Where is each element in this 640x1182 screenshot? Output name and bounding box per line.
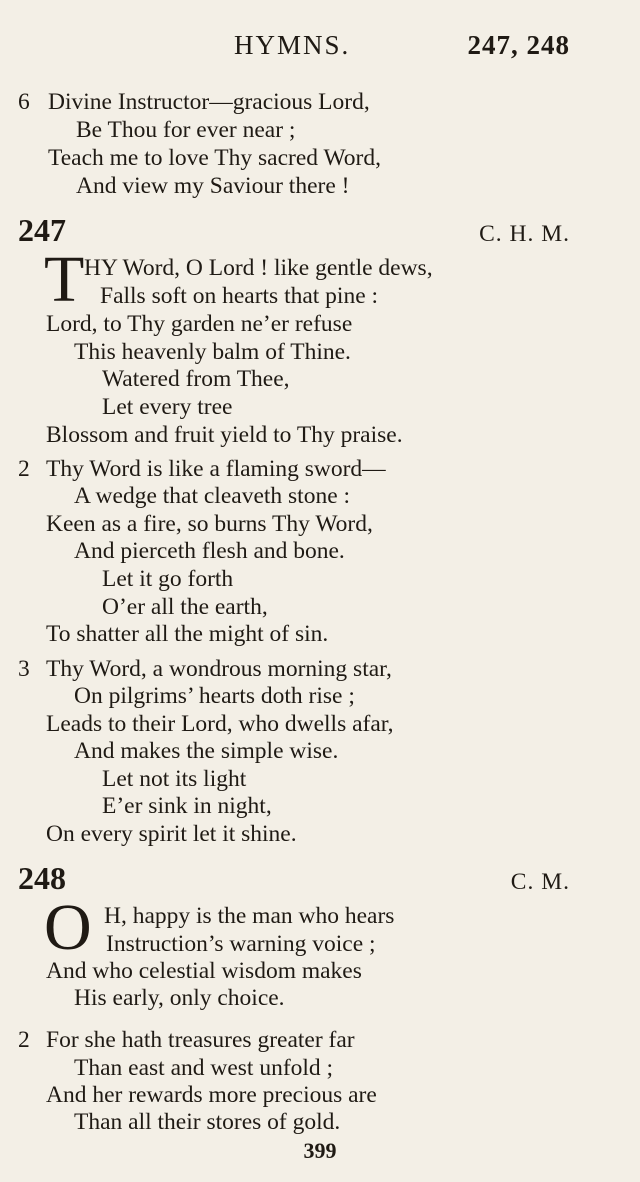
verse-line: Falls soft on hearts that pine : xyxy=(100,283,379,309)
verse-line: Thy Word is like a flaming sword— xyxy=(46,456,386,482)
verse-line: This heavenly balm of Thine. xyxy=(74,339,351,365)
verse-line: Let every tree xyxy=(102,394,233,420)
drop-cap: T xyxy=(44,243,85,316)
verse-line: Leads to their Lord, who dwells afar, xyxy=(46,711,394,737)
verse-line: Than all their stores of gold. xyxy=(74,1109,341,1135)
verse-line: HY Word, O Lord ! like gentle dews, xyxy=(84,255,433,281)
hymn-number: 248 xyxy=(18,860,66,896)
verse-line: And who celestial wisdom makes xyxy=(46,958,362,984)
running-head xyxy=(0,30,640,64)
running-head-hymn-numbers: 247, 248 xyxy=(467,30,570,60)
verse-line: And her rewards more precious are xyxy=(46,1082,377,1108)
verse-line: Than east and west unfold ; xyxy=(74,1055,334,1081)
verse-line: H, happy is the man who hears xyxy=(104,903,395,929)
verse-line: For she hath treasures greater far xyxy=(46,1027,355,1053)
verse-number: 3 xyxy=(18,656,30,682)
verse-line: And pierceth flesh and bone. xyxy=(74,538,345,564)
verse-line: And makes the simple wise. xyxy=(74,738,339,764)
verse-line: Teach me to love Thy sacred Word, xyxy=(48,145,381,171)
verse-line: Let not its light xyxy=(102,766,247,792)
hymn-meter: C. M. xyxy=(510,869,570,895)
verse-line: And view my Saviour there ! xyxy=(76,173,350,199)
verse-line: Let it go forth xyxy=(102,566,234,592)
verse-number: 2 xyxy=(18,1027,30,1053)
verse-line: On every spirit let it shine. xyxy=(46,821,297,847)
verse-number: 2 xyxy=(18,456,30,482)
running-head-title: HYMNS. xyxy=(234,30,351,60)
verse-line: On pilgrims’ hearts doth rise ; xyxy=(74,683,355,709)
verse-line: Lord, to Thy garden ne’er refuse xyxy=(46,311,353,337)
verse-line: O’er all the earth, xyxy=(102,594,268,620)
verse-line: A wedge that cleaveth stone : xyxy=(74,483,351,509)
carryover-verse-number: 6 xyxy=(18,89,30,115)
verse-line: Be Thou for ever near ; xyxy=(76,117,296,143)
verse-line: Divine Instructor—gracious Lord, xyxy=(48,89,370,115)
verse-line: His early, only choice. xyxy=(74,985,285,1011)
verse-line: Keen as a fire, so burns Thy Word, xyxy=(46,511,373,537)
verse-line: Watered from Thee, xyxy=(102,366,290,392)
verse-line: E’er sink in night, xyxy=(102,793,272,819)
verse-line: Blossom and fruit yield to Thy praise. xyxy=(46,422,403,448)
drop-cap: O xyxy=(44,891,92,964)
page-number: 399 xyxy=(303,1138,337,1163)
hymn-number: 247 xyxy=(18,212,66,248)
hymn-meter: C. H. M. xyxy=(479,221,570,247)
verse-line: Thy Word, a wondrous morning star, xyxy=(46,656,392,682)
verse-line: To shatter all the might of sin. xyxy=(46,621,329,647)
verse-line: Instruction’s warning voice ; xyxy=(106,931,376,957)
